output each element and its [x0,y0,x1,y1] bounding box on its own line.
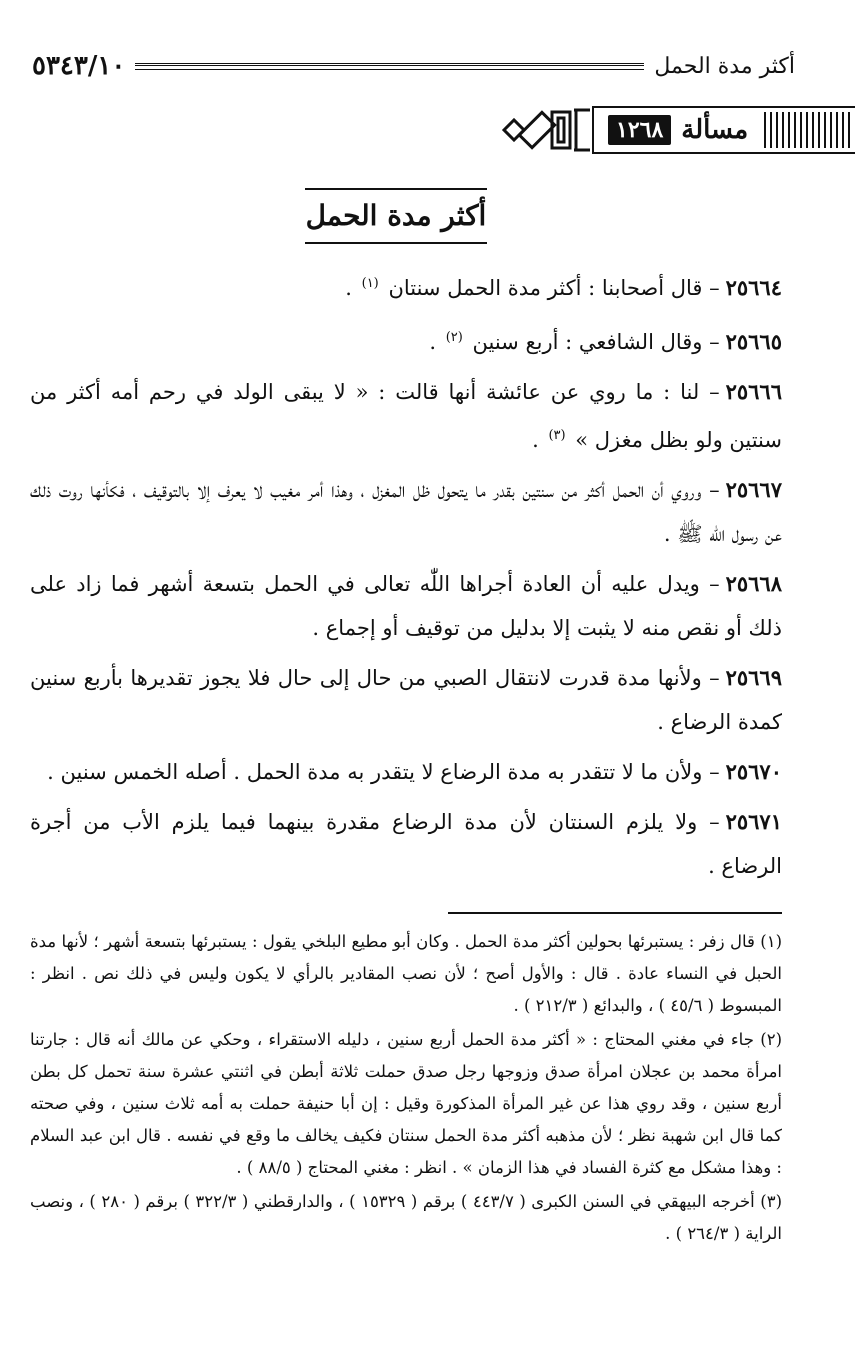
paragraph-number: ٢٥٦٦٥ [725,329,782,354]
paragraph-text: – وقال الشافعي : أربع سنين [472,330,720,354]
paragraph-text: – ولا يلزم السنتان لأن مدة الرضاع مقدرة بينهما فيما يلزم الأب من أجرة الرضاع . [30,810,782,878]
paragraph-number: ٢٥٦٦٦ [725,379,782,404]
footnote-ref[interactable]: (١) [361,276,379,291]
footnote: (٣) أخرجه البيهقي في السنن الكبرى ( ٤٤٣/٧ ) برقم ( ١٥٣٢٩ ) ، والدارقطني ( ٣٢٢/٣ ) برقم ( ٢٨٠ ) ، ونصب الراية ( ٢٦٤/٣ ) . [30,1192,783,1243]
issue-badge [500,104,855,156]
running-header [32,46,795,86]
main-text [30,262,782,894]
paragraph-text: – ولأنها مدة قدرت لانتقال الصبي من حال إلى حال فلا يجوز تقديرها بأربع سنين كمدة الرضاع . [30,666,782,734]
footnote: (١) قال زفر : يستبرئها بحولين أكثر مدة الحمل . وكان أبو مطيع البلخي يقول : يستبرئها بتسعة أشهر ؛ لأنها مدة الحبل في النساء عادة . قال : والأول أصح ؛ لأن نصب المقادير بالرأي لا يكون وليس في ذلك نص . انظر : المبسوط ( ٤٥/٦ ) ، والبدائع ( ٢١٢/٣ ) . [30,932,782,1015]
issue-label: مسألة [681,115,749,145]
paragraph-end: . [345,276,359,300]
footnote: (٢) جاء في مغني المحتاج : « أكثر مدة الحمل أربع سنين ، دليله الاستقراء ، وحكي عن مالك أنه قال : جارتنا امرأة محمد بن عجلان امرأة صدق وزوجها رجل صدق حملت ثلاثة أبطن في اثنتي عشرة سنة تحمل كل بطن أربع سنين ، وقد روي هذا عن غير المرأة المذكورة وقيل : إن أبا حنيفة حملت به أمه ثلاث سنين ، وفي صحته كما قال ابن شهبة نظر ؛ لأن مذهبه أكثر مدة الحمل سنتان فكيف يخالف ما وقع في نفسه . قال ابن عبد السلام : وهذا مشكل مع كثرة الفساد في هذا الزمان » . انظر : مغني المحتاج ( ٨٨/٥ ) . [30,1030,782,1177]
paragraph-end: . [429,330,443,354]
footnote-ref[interactable]: (٣) [548,428,566,443]
paragraph [30,262,782,310]
paragraph [30,800,782,888]
issue-label-box [592,106,855,154]
section-title: أكثر مدة الحمل [305,188,487,244]
footnote-separator [448,912,782,914]
paragraph-number: ٢٥٦٦٧ [725,477,782,502]
paragraph [30,468,782,556]
paragraph-text: – لنا : ما روي عن عائشة أنها قالت : « لا يبقى الولد في رحم أمه أكثر من سنتين ولو بظل مغزل » [30,380,782,452]
paragraph [30,750,782,794]
paragraph-text: – ولأن ما لا تتقدر به مدة الرضاع لا يتقدر به مدة الحمل . أصله الخمس سنين . [47,760,720,784]
paragraph [30,370,782,462]
paragraph-text: – وروي أن الحمل أكثر من سنتين بقدر ما يتحول ظل المغزل ، وهذا أمر مغيب لا يعرف إلا بالتوقيف ، فكأنها روت ذلك عن رسول اللّٰه ﷺ . [30,478,782,546]
barcode-ornament [764,112,850,148]
paragraph-text: – ويدل عليه أن العادة أجراها اللّٰه تعالى في الحمل بتسعة أشهر فما زاد على ذلك أو نقص منه لا يثبت إلا بدليل من توقيف أو إجماع . [30,572,782,640]
footnotes [30,926,782,1252]
footnote-ref[interactable]: (٢) [445,330,463,345]
paragraph-end: . [532,428,546,452]
paragraph [30,562,782,650]
paragraph-number: ٢٥٦٧١ [725,809,782,834]
paragraph [30,656,782,744]
page-reference: ٥٣٤٣/١٠ [32,51,126,81]
paragraph-number: ٢٥٦٦٤ [725,275,782,300]
paragraph-number: ٢٥٦٧٠ [725,759,782,784]
paragraph [30,316,782,364]
running-title: أكثر مدة الحمل [654,53,795,79]
issue-number: ١٢٦٨ [608,115,671,145]
header-rule [135,63,644,70]
ornament-icon [500,104,592,156]
paragraph-number: ٢٥٦٦٨ [725,571,782,596]
paragraph-text: – قال أصحابنا : أكثر مدة الحمل سنتان [388,276,720,300]
paragraph-number: ٢٥٦٦٩ [725,665,782,690]
